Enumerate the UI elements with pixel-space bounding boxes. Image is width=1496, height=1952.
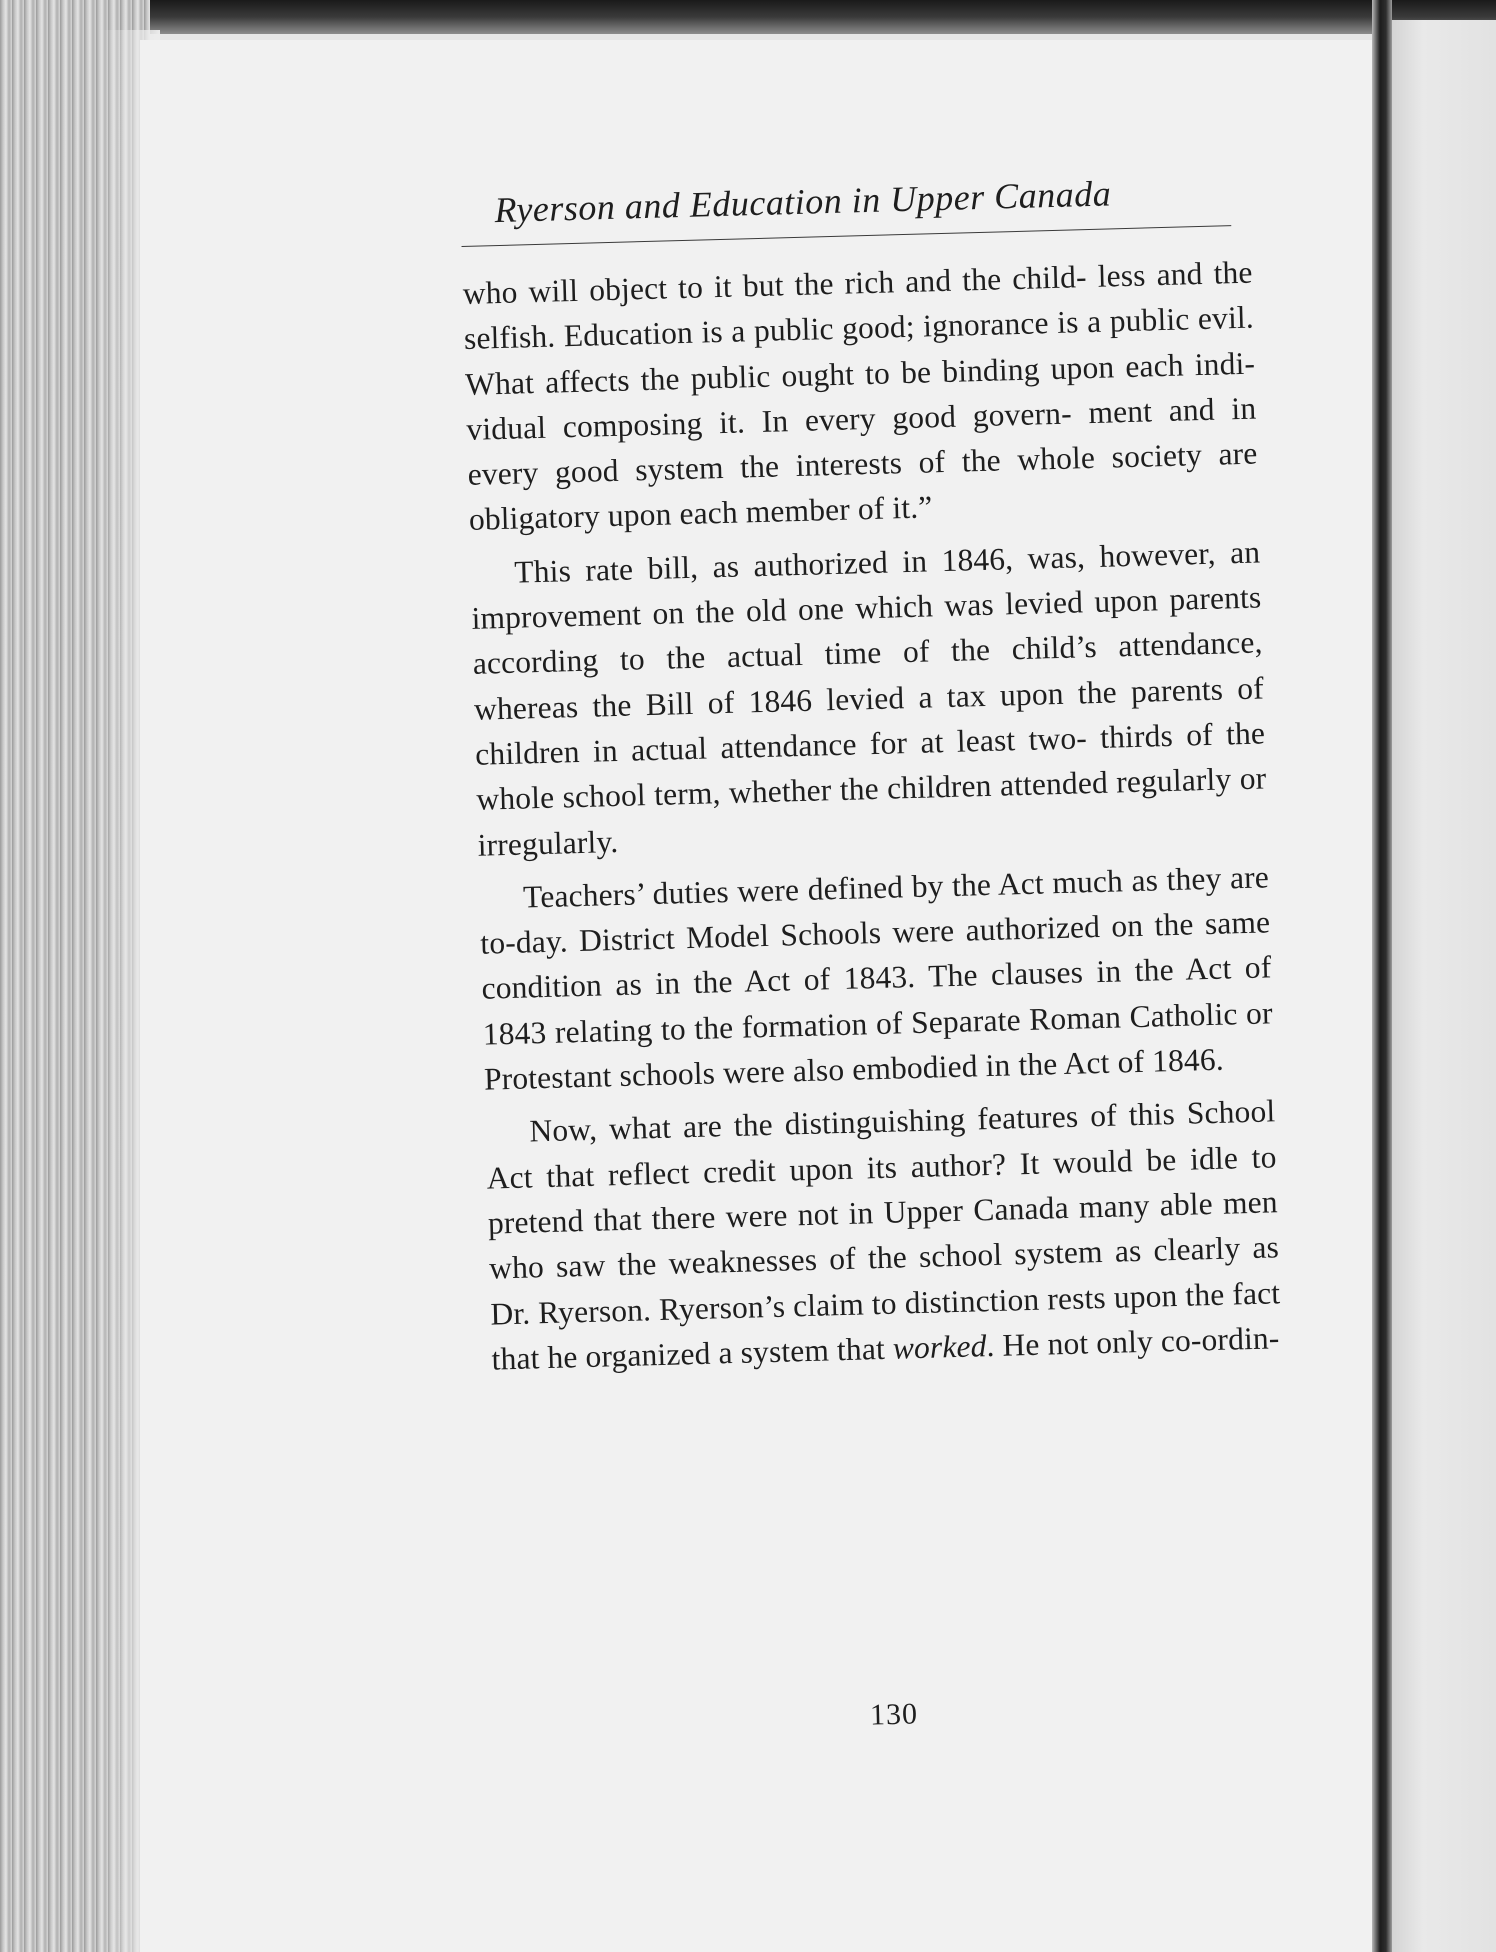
top-shadow	[0, 0, 1496, 34]
emphasis-worked: worked	[892, 1328, 987, 1366]
paragraph-1: who will object to it but the rich and the child- less and the selfish. Education is a public good; ignorance is a public evil. What affects the public ought to be binding upon each indi- vidual composing it. In every good govern- ment and in every good system the interests of the whole society are obligatory upon each member of it.”	[462, 254, 1258, 538]
page-number: 130	[869, 1697, 919, 1732]
book-gutter	[1372, 0, 1392, 1952]
paragraph-4-start: Now, what are the distinguishing features of this School Act that reflect credit upon its author? It would be idle to pretend that there were not in Upper Canada many able men who saw the weaknesses of the school system as clearly as Dr. Ryerson. Ryerson’s claim to distinction rests upon the fact that he organized a system that	[486, 1093, 1281, 1377]
paragraph-2: This rate bill, as authorized in 1846, was, however, an improvement on the old one which was levied upon parents according to the actual time of the child’s attendance, whereas the Bill of 1846 levied a tax upon the parents of children in actual attendance for at least two- thirds of the whole school term, whether the children attended regularly or irregularly.	[471, 534, 1267, 863]
facing-page	[1392, 20, 1496, 1952]
page-text-block	[460, 169, 1282, 1382]
running-head: Ryerson and Education in Upper Canada	[494, 173, 1112, 231]
body-text	[462, 250, 1282, 1382]
paragraph-4-end: . He not only co-ordin-	[985, 1320, 1280, 1364]
paragraph-3: Teachers’ duties were defined by the Act much as they are to-day. District Model Schools were authorized on the same condition as in the Act of 1843. The clauses in the Act of 1843 relating to the formation of Separate Roman Catholic or Protestant schools were also embodied in the Act of 1846.	[479, 859, 1274, 1097]
paragraph-4	[485, 1089, 1282, 1382]
